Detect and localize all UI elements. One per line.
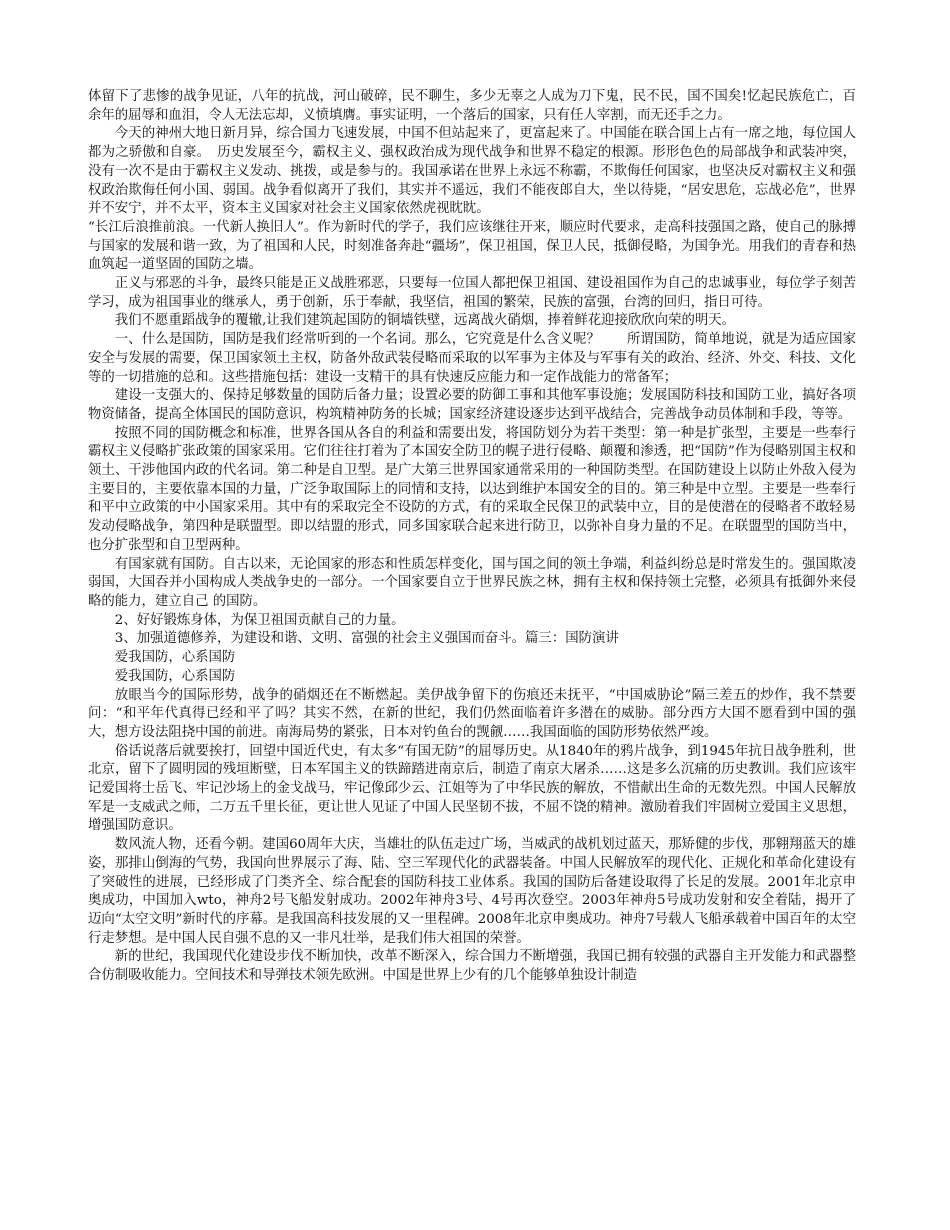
paragraph: 有国家就有国防。自古以来，无论国家的形态和性质怎样变化，国与国之间的领土争端，利益纠纷总是时常发生的。强国欺凌弱国，大国吞并小国构成人类战争史的一部分。一个国家要自立于世界民族之林，拥有主权和保持领土完整，必须具有抵御外来侵略的能力，建立自己 的国防。 [88,556,856,609]
document-body [88,88,856,986]
paragraph: 建设一支强大的、保持足够数量的国防后备力量；设置必要的防御工事和其他军事设施；发展国防科技和国防工业，搞好各项物资储备，提高全体国民的国防意识，构筑精神防务的长城；国家经济建设逐步达到平战结合，完善战争动员体制和手段，等等。 [88,388,856,422]
paragraph: 我们不愿重蹈战争的覆辙,让我们建筑起国防的铜墙铁壁，远离战火硝烟，捧着鲜花迎接欣欣向荣的明天。 [114,313,736,329]
speech-title: 爱我国防，心系国防 [114,668,236,684]
paragraph: 俗话说落后就要挨打，回望中国近代史，有太多“有国无防”的屈辱历史。从1840年的鸦片战争，到1945年抗日战争胜利，世北京，留下了圆明园的残垣断壁，日本军国主义的铁蹄踏进南京后，制造了南京大屠杀……这是多么沉痛的历史教训。我们应该牢记爱国将士岳飞、牢记沙场上的金戈战马，牢记像邱少云、江姐等为了中华民族的解放，不惜献出生命的无数先烈。中国人民解放军是一支威武之师，二万五千里长征，更让世人见证了中国人民坚韧不拔，不屈不饶的精神。激励着我们牢固树立爱国主义思想，增强国防意识。 [88,743,856,834]
paragraph: 今天的神州大地日新月异，综合国力飞速发展，中国不但站起来了，更富起来了。中国能在联合国上占有一席之地，每位国人都为之骄傲和自豪。 历史发展至今，霸权主义、强权政治成为现代战争和世界不稳定的根源。形形色色的局部战争和武装冲突，没有一次不是由于霸权主义发动、挑拨，或是参与的。我国承诺在世界上永远不称霸，不欺侮任何国家，也坚决反对霸权主义和强权政治欺侮任何小国、弱国。战争看似离开了我们，其实并不遥远，我们不能夜郎自大，坐以待毙，“居安思危，忘战必危”，世界并不安宁，并不太平，资本主义国家对社会主义国家依然虎视眈眈。 [88,126,856,217]
speech-title: 爱我国防，心系国防 [114,650,236,666]
list-item: 3、加强道德修养，为建设和谐、文明、富强的社会主义强国而奋斗。篇三：国防演讲 [114,631,619,647]
paragraph: 数风流人物，还看今朝。建国60周年大庆，当雄壮的队伍走过广场，当威武的战机划过蓝天，那矫健的步伐，那翱翔蓝天的雄姿，那排山倒海的气势，我国向世界展示了海、陆、空三军现代化的武器装备。中国人民解放军的现代化、正规化和革命化建设有了突破性的进展，已经形成了门类齐全、综合配套的国防科技工业体系。我国的国防后备建设取得了长足的发展。2001年北京申奥成功，中国加入wto，神舟2号飞船发射成功。2002年神舟3号、4号再次登空。2003年神舟5号成功发射和安全着陆，揭开了迈向“太空文明”新时代的序幕。是我国高科技发展的又一里程碑。2008年北京申奥成功。神舟7号载人飞船承载着中国百年的太空行走梦想。是中国人民自强不息的又一非凡壮举，是我们伟大祖国的荣誉。 [88,837,856,946]
paragraph: 正义与邪恶的斗争，最终只能是正义战胜邪恶，只要每一位国人都把保卫祖国、建设祖国作为自己的忠诚事业，每位学子刻苦学习，成为祖国事业的继承人，勇于创新，乐于奉献，我坚信，祖国的繁荣，民族的富强，台湾的回归，指日可待。 [88,276,856,310]
paragraph: 放眼当今的国际形势，战争的硝烟还在不断燃起。美伊战争留下的伤痕还未抚平，“中国威胁论”隔三差五的炒作，我不禁要问：“和平年代真得已经和平了吗？其实不然，在新的世纪，我们仍然面临着许多潜在的威胁。部分西方大国不愿看到中国的强大，想方设法阻挠中国的前进。南海局势的紧张，日本对钓鱼台的觊觎……我国面临的国防形势依然严竣。 [88,687,856,740]
list-item: 2、好好锻炼身体，为保卫祖国贡献自己的力量。 [114,612,405,628]
paragraph: 按照不同的国防概念和标准，世界各国从各自的利益和需要出发，将国防划分为若干类型：第一种是扩张型，主要是一些奉行霸权主义侵略扩张政策的国家采用。它们往往打着为了本国安全防卫的幌子进行侵略、颠覆和渗透，把“国防”作为侵略别国主权和领土、干涉他国内政的代名词。第二种是自卫型。是广大第三世界国家通常采用的一种国防类型。在国防建设上以防止外敌入侵为主要目的，主要依靠本国的力量，广泛争取国际上的同情和支持，以达到维护本国安全的目的。第三种是中立型。主要是一些奉行和平中立政策的中小国家采用。其中有的采取完全不设防的方式，有的采取全民保卫的武装中立，目的是使潜在的侵略者不敢轻易发动侵略战争，第四种是联盟型。即以结盟的形式，同多国家联合起来进行防卫，以弥补自身力量的不足。在联盟型的国防当中，也分扩张型和自卫型两种。 [88,425,856,553]
paragraph: 新的世纪，我国现代化建设步伐不断加快，改革不断深入，综合国力不断增强，我国已拥有较强的武器自主开发能力和武器整合仿制吸收能力。空间技术和导弹技术领先欧洲。中国是世界上少有的几个能够单独设计制造 [88,949,856,984]
paragraph: 一、什么是国防，国防是我们经常听到的一个名词。那么，它究竟是什么含义呢？ 所谓国防，简单地说，就是为适应国家安全与发展的需要，保卫国家领土主权，防备外敌武装侵略而采取的以军事为主体及与军事有关的政治、经济、外交、科技、文化等的一切措施的总和。这些措施包括：建设一支精干的具有快速反应能力和一定作战能力的常备军； [88,332,856,385]
paragraph: “长江后浪推前浪。一代新人换旧人”。作为新时代的学子，我们应该继往开来，顺应时代要求，走高科技强国之路，使自己的脉搏与国家的发展和谐一致，为了祖国和人民，时刻准备奔赴“疆场”，保卫祖国，保卫人民，抵御侵略，为国争光。用我们的青春和热血筑起一道坚固的国防之墙。 [88,219,856,273]
paragraph: 体留下了悲惨的战争见证，八年的抗战，河山破碎，民不聊生，多少无辜之人成为刀下鬼，民不民，国不国矣!忆起民族危亡，百余年的屈辱和血泪，令人无法忘却，义愤填膺。事实证明，一个落后的国家，只有任人宰割，而无还手之力。 [88,89,856,123]
